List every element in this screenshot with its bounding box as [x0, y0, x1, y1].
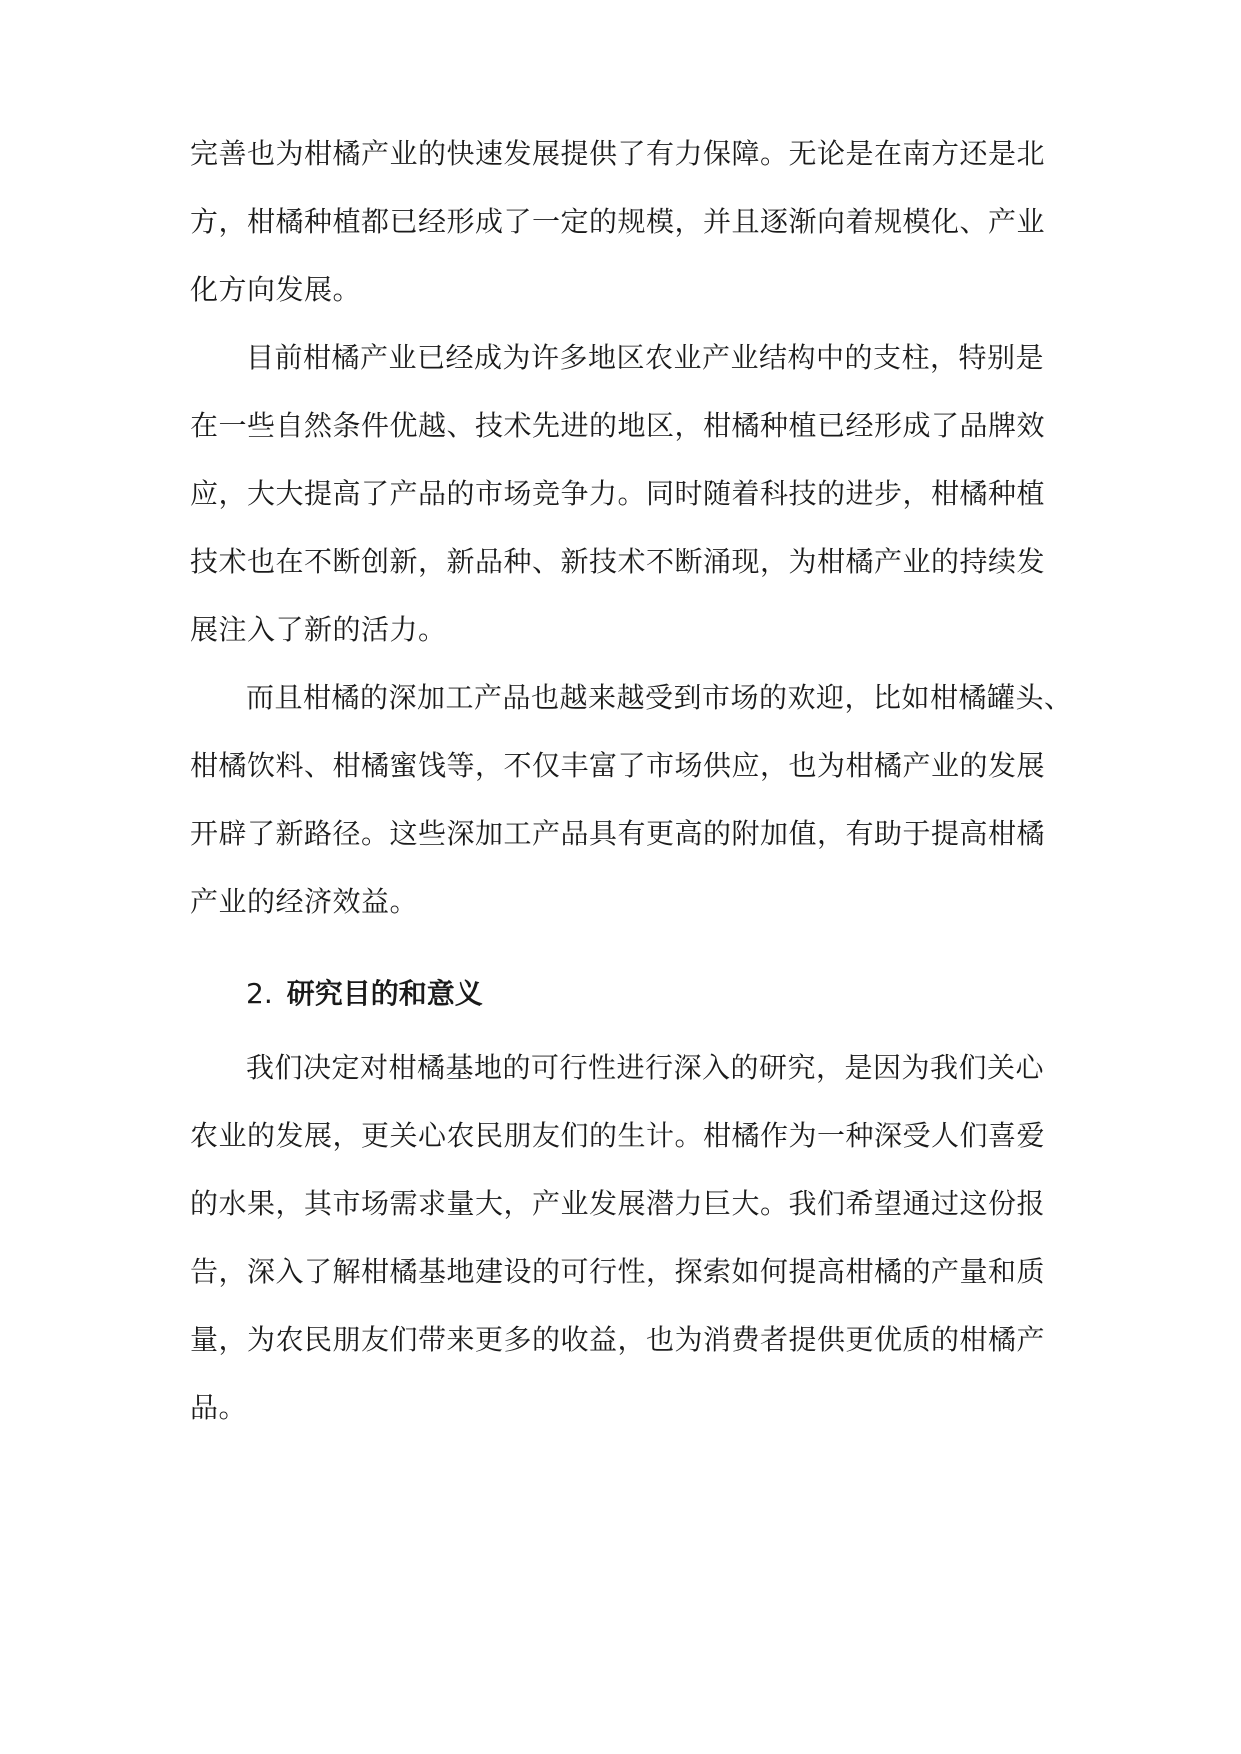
paragraph-line: 开辟了新路径。这些深加工产品具有更高的附加值，有助于提高柑橘 [190, 817, 1046, 850]
section-title: 研究目的和意义 [286, 977, 483, 1010]
paragraph-line: 展注入了新的活力。 [190, 613, 447, 646]
paragraph-line: 的水果，其市场需求量大，产业发展潜力巨大。我们希望通过这份报 [190, 1187, 1046, 1220]
paragraph-line: 农业的发展，更关心农民朋友们的生计。柑橘作为一种深受人们喜爱 [190, 1119, 1046, 1152]
paragraph-line: 产业的经济效益。 [190, 885, 419, 918]
paragraph-line: 告，深入了解柑橘基地建设的可行性，探索如何提高柑橘的产量和质 [190, 1255, 1046, 1288]
paragraph-line: 化方向发展。 [190, 273, 362, 306]
paragraph-line: 应，大大提高了产品的市场竞争力。同时随着科技的进步，柑橘种植 [190, 477, 1046, 510]
section-number: 2. [246, 977, 273, 1010]
section-heading [246, 974, 1060, 1014]
paragraph-line: 目前柑橘产业已经成为许多地区农业产业结构中的支柱，特别是 [246, 341, 1045, 374]
paragraph-line: 量，为农民朋友们带来更多的收益，也为消费者提供更优质的柑橘产 [190, 1323, 1046, 1356]
paragraph-line: 品。 [190, 1391, 248, 1424]
paragraph-line: 我们决定对柑橘基地的可行性进行深入的研究，是因为我们关心 [246, 1051, 1045, 1084]
paragraph-line: 在一些自然条件优越、技术先进的地区，柑橘种植已经形成了品牌效 [190, 409, 1046, 442]
paragraph-line: 技术也在不断创新，新品种、新技术不断涌现，为柑橘产业的持续发 [190, 545, 1046, 578]
paragraph-line: 柑橘饮料、柑橘蜜饯等，不仅丰富了市场供应，也为柑橘产业的发展 [190, 749, 1046, 782]
paragraph-line: 方，柑橘种植都已经形成了一定的规模，并且逐渐向着规模化、产业 [190, 205, 1046, 238]
paragraph-line: 而且柑橘的深加工产品也越来越受到市场的欢迎，比如柑橘罐头、 [246, 681, 1073, 714]
paragraph-line: 完善也为柑橘产业的快速发展提供了有力保障。无论是在南方还是北 [190, 137, 1046, 170]
